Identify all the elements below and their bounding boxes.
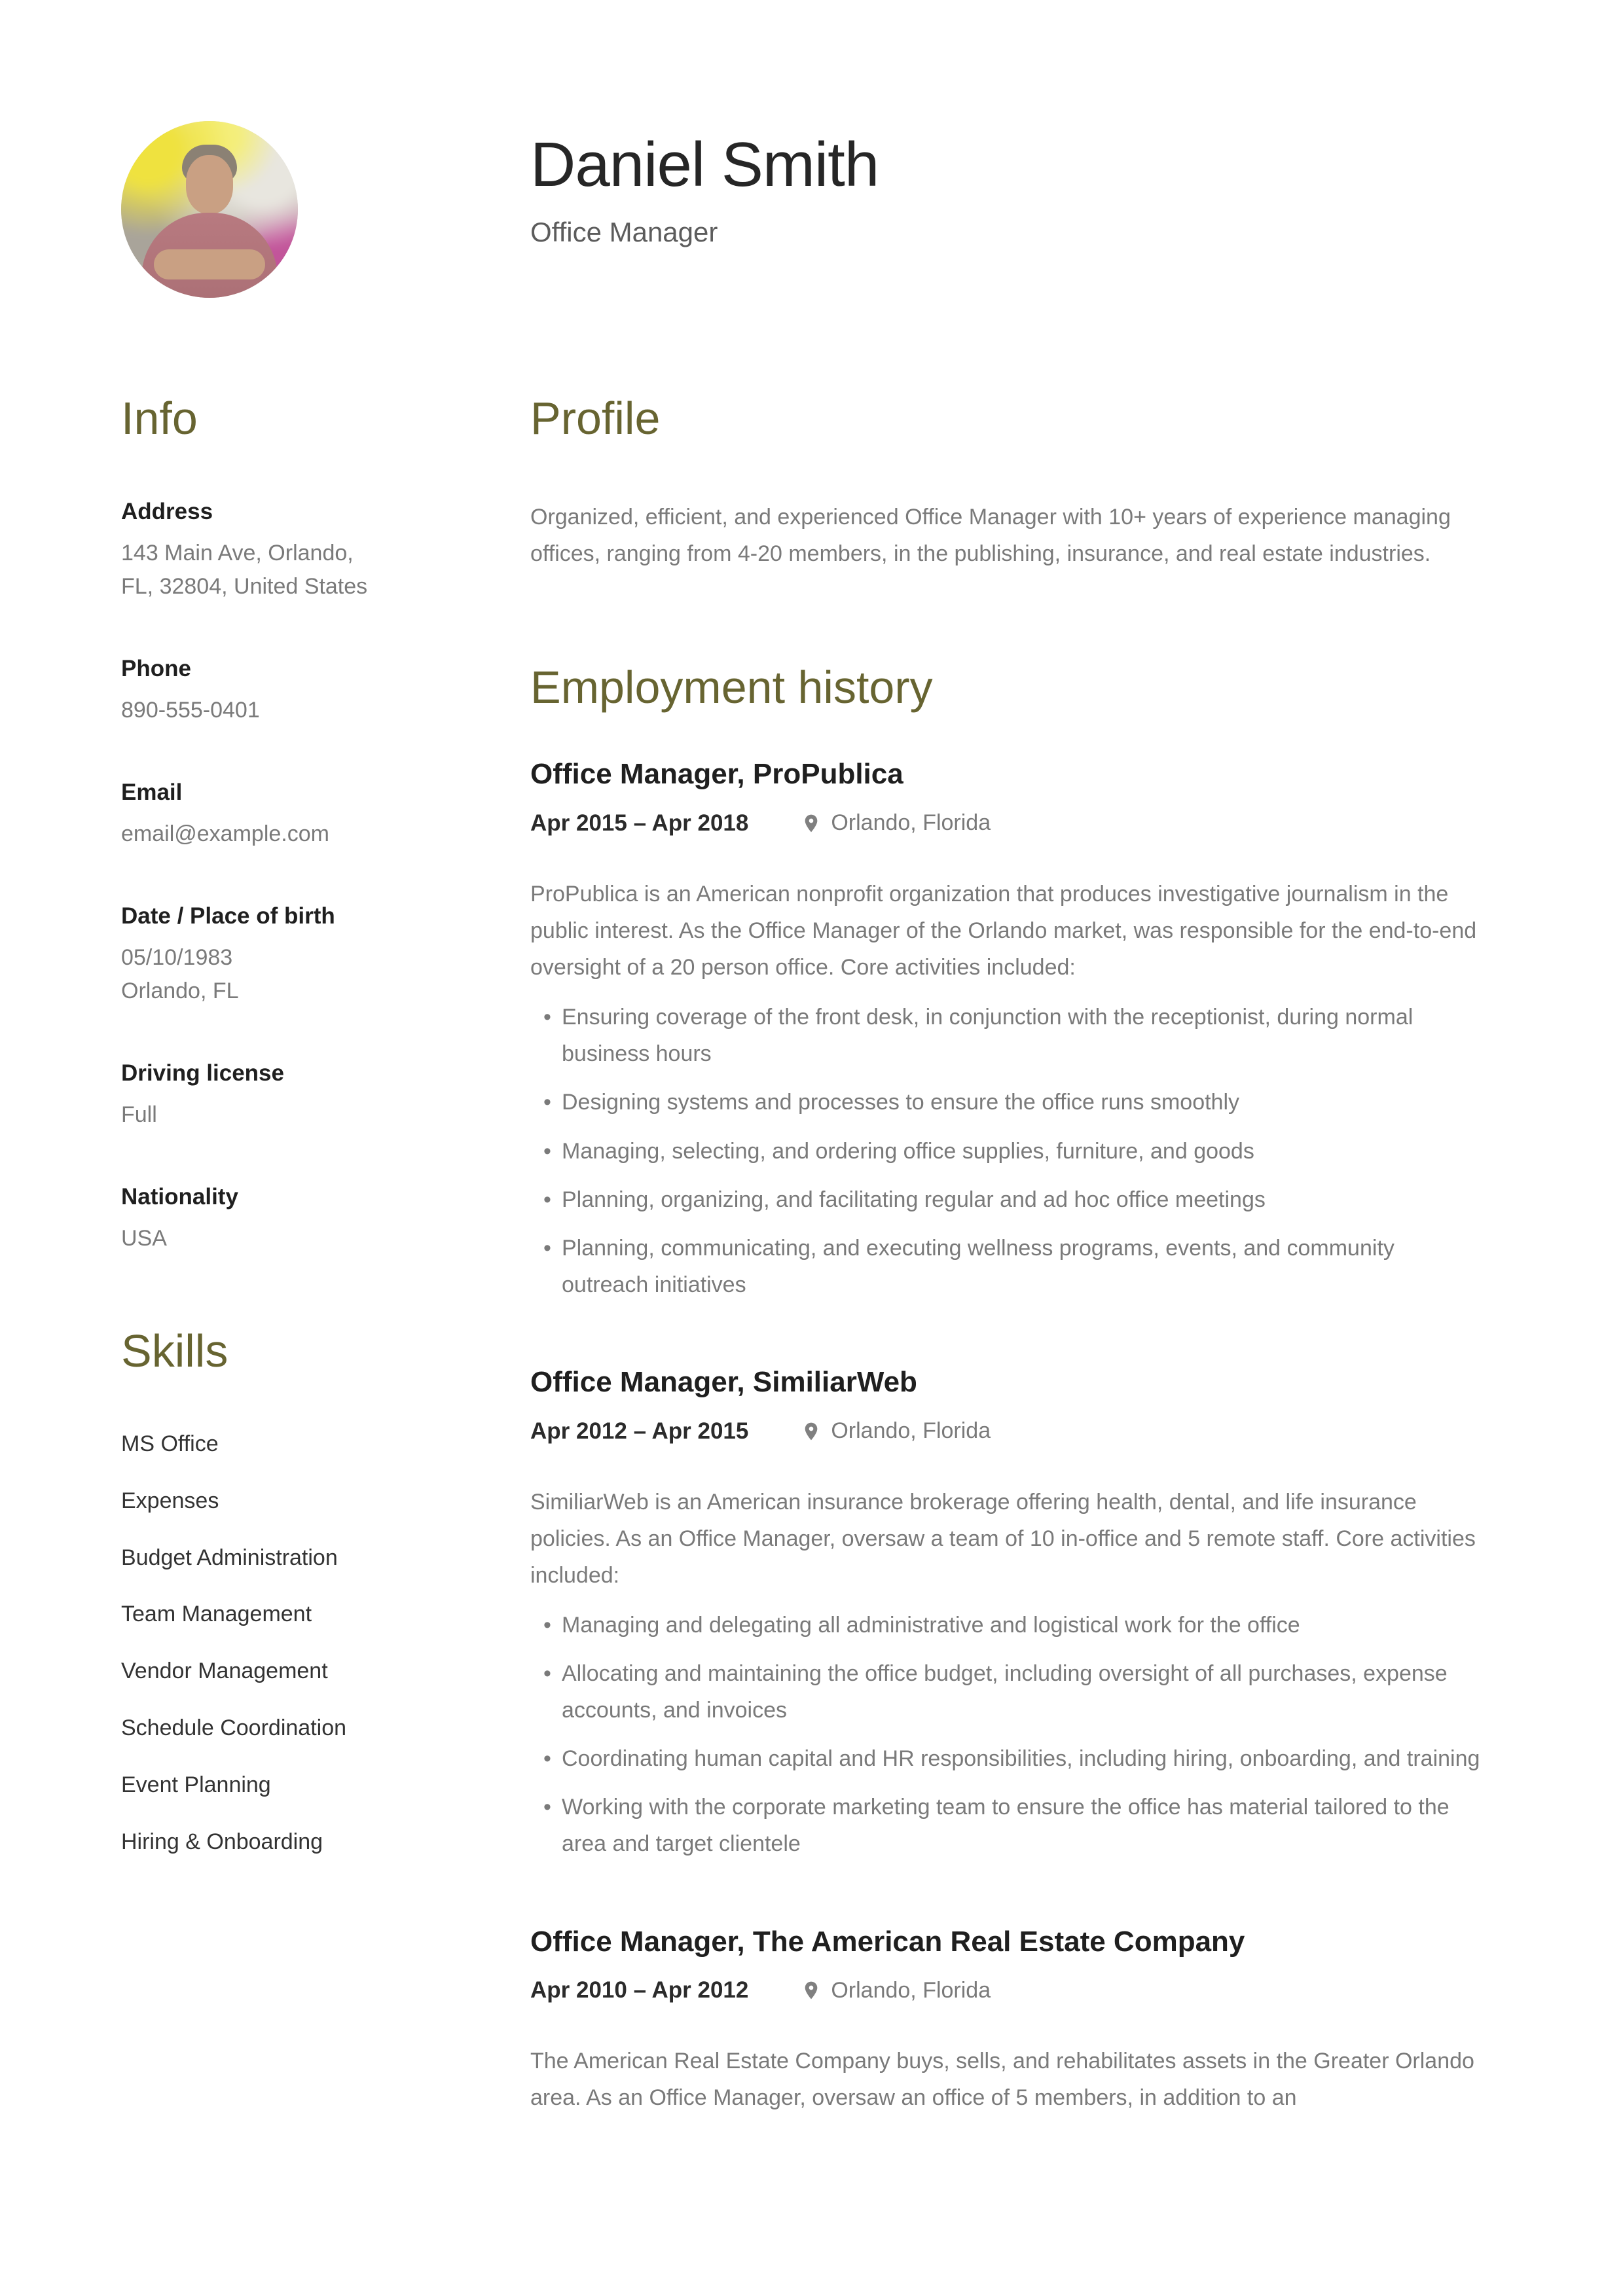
address-value xyxy=(121,537,442,603)
job-entry-propublica xyxy=(530,757,1502,1303)
main-column xyxy=(530,395,1502,2179)
field-address xyxy=(121,499,442,603)
job-title: Office Manager, The American Real Estate Company xyxy=(530,1925,1245,1958)
candidate-job-title: Office Manager xyxy=(530,216,718,247)
job-bullet: • Working with the corporate marketing team to ensure the office has material tailored to the area and target clientele xyxy=(530,1789,1486,1862)
job-bullet: • Planning, communicating, and executing wellness programs, events, and community outreach initiatives xyxy=(530,1230,1486,1303)
driving-license-value: Full xyxy=(121,1102,157,1127)
job-bullet: • Allocating and maintaining the office budget, including oversight of all purchases, expense accounts, and invoices xyxy=(530,1655,1486,1729)
job-dates: Apr 2012 – Apr 2015 xyxy=(530,1418,749,1444)
name-block xyxy=(530,121,1502,298)
job-meta xyxy=(530,1977,1502,2003)
birth-value xyxy=(121,941,442,1008)
photo-person-arms xyxy=(154,249,265,279)
job-bullet: • Planning, organizing, and facilitating regular and ad hoc office meetings xyxy=(530,1181,1486,1218)
job-location xyxy=(801,810,991,836)
job-bullet: • Managing, selecting, and ordering office supplies, furniture, and goods xyxy=(530,1133,1486,1170)
sidebar xyxy=(121,395,442,2179)
info-heading: Info xyxy=(121,393,198,444)
birth-date: 05/10/1983 xyxy=(121,944,233,970)
location-pin-icon xyxy=(801,813,822,834)
photo-person-head xyxy=(186,155,233,214)
employment-section xyxy=(530,661,1502,2117)
job-title: Office Manager, ProPublica xyxy=(530,758,903,791)
profile-section xyxy=(530,395,1502,572)
job-bullet: • Coordinating human capital and HR responsibilities, including hiring, onboarding, and training xyxy=(530,1740,1486,1777)
job-bullet-list xyxy=(530,999,1502,1303)
job-description: The American Real Estate Company buys, sells, and rehabilitates assets in the Greater Orlando area. As an Office Manager, oversaw an office of 5 members, in addition to an xyxy=(530,2049,1474,2111)
job-location-text: Orlando, Florida xyxy=(831,1418,991,1444)
nationality-value: USA xyxy=(121,1225,167,1251)
skills-heading: Skills xyxy=(121,1325,228,1376)
skill-item: MS Office xyxy=(121,1431,219,1456)
job-meta xyxy=(530,810,1502,836)
field-email xyxy=(121,780,442,851)
phone-value: 890-555-0401 xyxy=(121,697,260,723)
email-label: Email xyxy=(121,779,183,805)
job-entry-similiarweb xyxy=(530,1365,1502,1863)
skill-item: Team Management xyxy=(121,1602,312,1627)
driving-license-label: Driving license xyxy=(121,1060,284,1086)
job-dates: Apr 2010 – Apr 2012 xyxy=(530,1977,749,2003)
job-location-text: Orlando, Florida xyxy=(831,810,991,836)
job-bullet-list xyxy=(530,1607,1502,1863)
job-description: ProPublica is an American nonprofit organization that produces investigative journalism in the public interest. As the Office Manager of the Orlando market, was responsible for the end-to-end oversight of a 20 person office. Core activities included: xyxy=(530,881,1477,980)
location-pin-icon xyxy=(801,1421,822,1442)
address-label: Address xyxy=(121,498,213,524)
profile-photo xyxy=(121,121,298,298)
birth-place: Orlando, FL xyxy=(121,978,239,1003)
field-driving-license xyxy=(121,1060,442,1132)
skills-list xyxy=(121,1431,442,1855)
job-location xyxy=(801,1978,991,2003)
job-title: Office Manager, SimiliarWeb xyxy=(530,1365,917,1398)
field-birth xyxy=(121,903,442,1008)
profile-heading: Profile xyxy=(530,393,661,444)
address-line-2: FL, 32804, United States xyxy=(121,573,368,599)
skill-item: Schedule Coordination xyxy=(121,1715,347,1740)
job-dates: Apr 2015 – Apr 2018 xyxy=(530,810,749,836)
location-pin-icon xyxy=(801,1980,822,2001)
profile-text: Organized, efficient, and experienced Office Manager with 10+ years of experience managing offices, ranging from 4-20 members, in the publishing, insurance, and real estate industries. xyxy=(530,504,1451,566)
field-phone xyxy=(121,656,442,727)
employment-heading: Employment history xyxy=(530,661,933,713)
phone-label: Phone xyxy=(121,655,191,681)
field-nationality xyxy=(121,1184,442,1255)
job-bullet: • Designing systems and processes to ensure the office runs smoothly xyxy=(530,1084,1486,1121)
job-bullet: • Managing and delegating all administrative and logistical work for the office xyxy=(530,1607,1486,1643)
job-location-text: Orlando, Florida xyxy=(831,1977,991,2003)
job-entry-american-real-estate xyxy=(530,1925,1502,2117)
skills-section xyxy=(121,1327,442,1856)
candidate-name: Daniel Smith xyxy=(530,130,879,200)
skill-item: Hiring & Onboarding xyxy=(121,1829,323,1854)
header xyxy=(121,121,1502,298)
skill-item: Budget Administration xyxy=(121,1545,338,1570)
skill-item: Vendor Management xyxy=(121,1659,328,1684)
photo-column xyxy=(121,121,442,298)
birth-label: Date / Place of birth xyxy=(121,903,335,929)
job-bullet: • Ensuring coverage of the front desk, in conjunction with the receptionist, during normal business hours xyxy=(530,999,1486,1072)
skill-item: Expenses xyxy=(121,1488,219,1513)
job-meta xyxy=(530,1418,1502,1444)
email-value: email@example.com xyxy=(121,821,329,846)
nationality-label: Nationality xyxy=(121,1183,238,1210)
address-line-1: 143 Main Ave, Orlando, xyxy=(121,540,354,565)
body xyxy=(121,395,1502,2179)
job-location xyxy=(801,1418,991,1444)
job-description: SimiliarWeb is an American insurance brokerage offering health, dental, and life insurance policies. As an Office Manager, oversaw a team of 10 in-office and 5 remote staff. Core activities included: xyxy=(530,1489,1476,1588)
skill-item: Event Planning xyxy=(121,1772,271,1797)
